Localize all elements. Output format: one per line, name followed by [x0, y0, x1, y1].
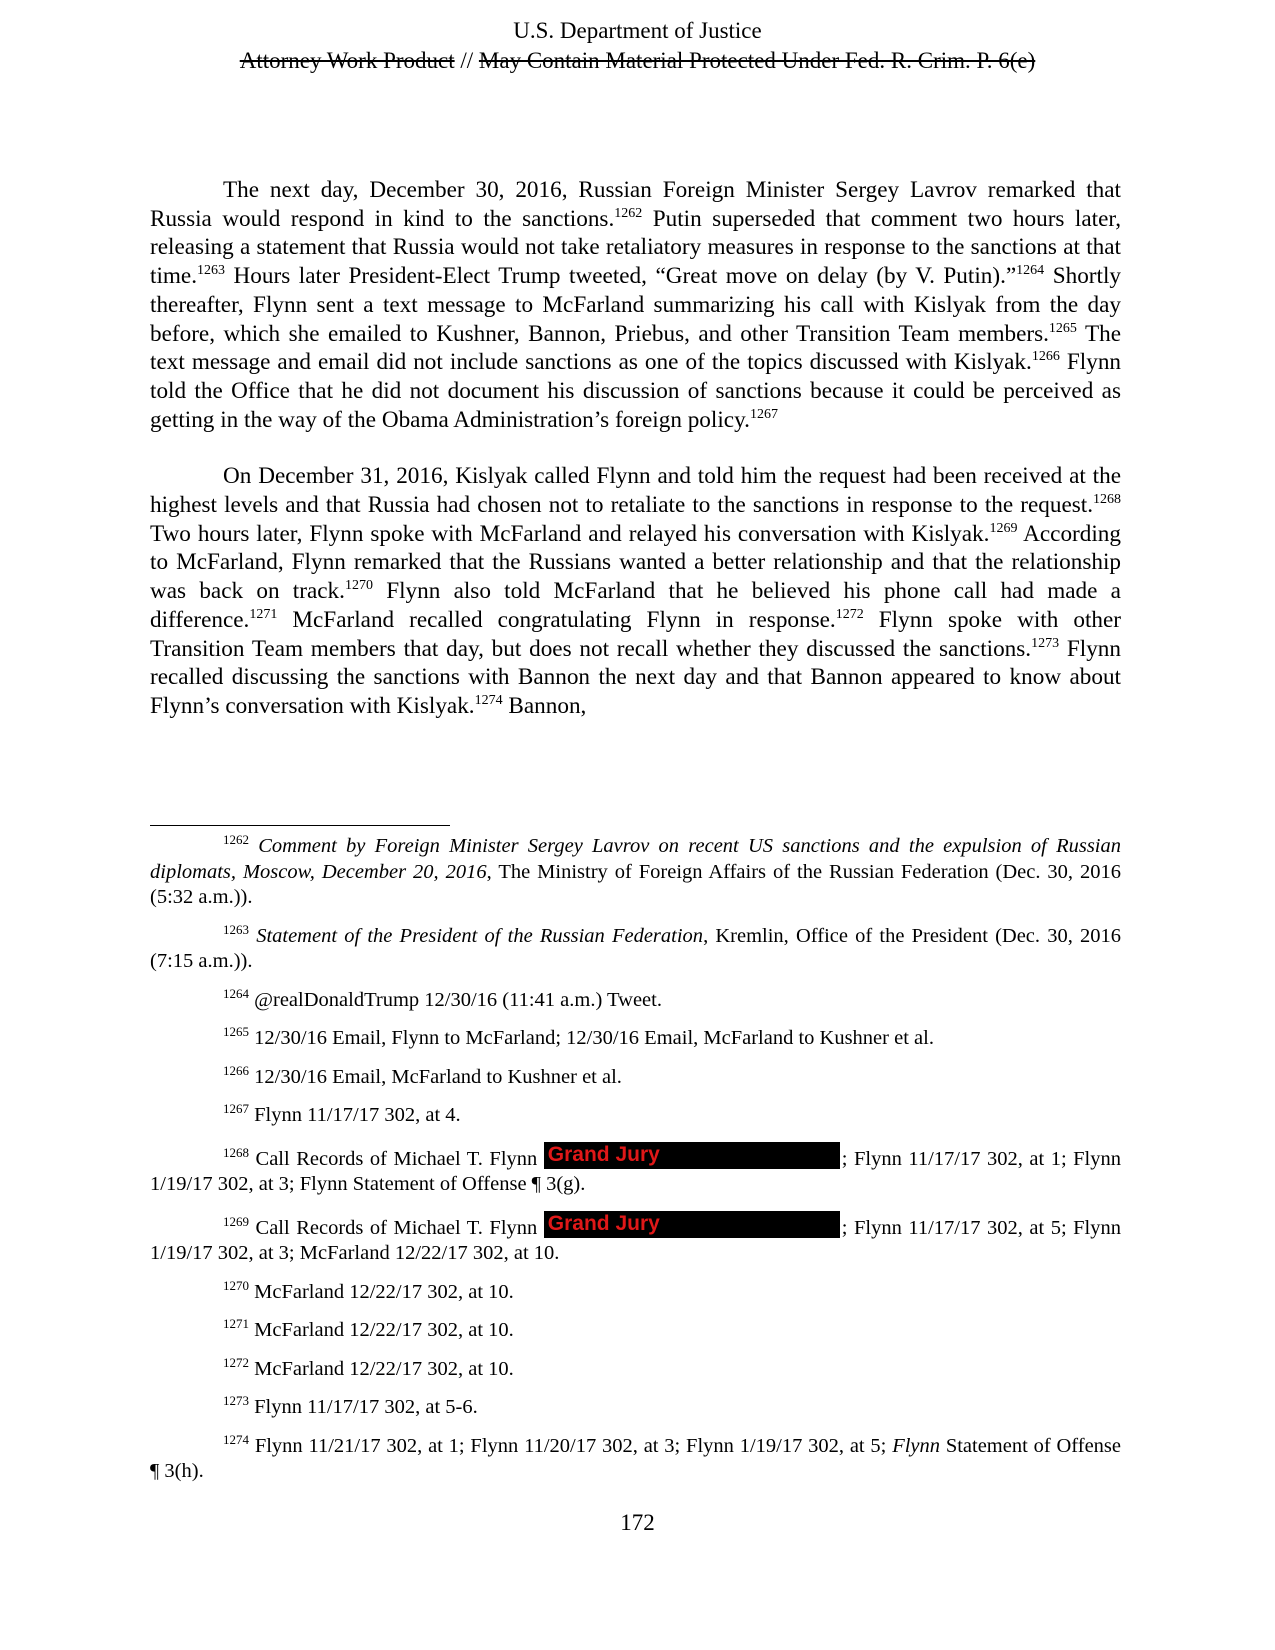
footnote-text: Call Records of Michael T. Flynn — [255, 1216, 544, 1239]
footnote-ref[interactable]: 1269 — [989, 520, 1018, 536]
footnote-ref[interactable]: 1272 — [835, 606, 864, 622]
footnote-ref[interactable]: 1270 — [344, 578, 373, 594]
footnote-ref[interactable]: 1266 — [1031, 349, 1060, 365]
paragraph-1 — [150, 176, 1121, 434]
footnote-text: McFarland 12/22/17 302, at 10. — [254, 1357, 514, 1380]
footnote-title: Statement of the President of the Russian Federation — [256, 924, 704, 947]
footnote-1265 — [150, 1026, 1121, 1052]
footnote-text: Flynn 11/21/17 302, at 1; Flynn 11/20/17 302, at 3; Flynn 1/19/17 302, at 5; — [254, 1434, 893, 1457]
footnote-ref[interactable]: 1263 — [197, 263, 226, 279]
footnote-number: 1268 — [223, 1144, 249, 1160]
footnote-ref[interactable]: 1264 — [1016, 263, 1045, 279]
page-header — [0, 16, 1275, 76]
footnote-text: ; Flynn 11/17/17 302, at 5; Flynn 1/19/17 302, at 3; McFarland 12/22/17 302, at 10. — [150, 1216, 1121, 1264]
sentence: The text message and email did not include sanctions as one of the topics discussed with Kislyak. — [150, 320, 1121, 376]
footnote-number: 1266 — [223, 1062, 249, 1078]
footnote-ref[interactable]: 1268 — [1093, 492, 1121, 508]
footnote-text: ; Flynn 11/17/17 302, at 1; Flynn 1/19/17 302, at 3; Flynn Statement of Offense ¶ 3(g). — [150, 1147, 1121, 1195]
sentence: According to McFarland, Flynn remarked that the Russians wanted a better relationship and that the relationship was back on track. — [150, 520, 1121, 605]
sentence: Bannon, — [502, 692, 587, 719]
footnote-ref[interactable]: 1267 — [749, 406, 778, 422]
agency-name: U.S. Department of Justice — [513, 18, 762, 43]
footnote-text: McFarland 12/22/17 302, at 10. — [254, 1280, 514, 1303]
footnote-title: Comment by Foreign Minister Sergey Lavrov on recent US sanctions and the expulsion of Russian diplomats, Moscow, December 20, 2016 — [150, 835, 1122, 883]
footnote-1273 — [150, 1395, 1121, 1421]
sentence: The next day, December 30, 2016, Russian Foreign Minister Sergey Lavrov remarked that Russia would respond in kind to the sanctions. — [150, 177, 1121, 232]
footnote-number: 1272 — [223, 1354, 249, 1370]
sentence: Flynn told the Office that he did not document his discussion of sanctions because it could be perceived as getting in the way of the Obama Administration’s foreign policy. — [150, 349, 1122, 433]
footnote-text: Flynn 11/17/17 302, at 5-6. — [254, 1396, 478, 1418]
footnote-number: 1273 — [223, 1393, 249, 1408]
footnote-ref[interactable]: 1274 — [474, 692, 503, 708]
footnote-1274 — [150, 1431, 1122, 1485]
sentence: Flynn also told McFarland that he believed his phone call had made a difference. — [150, 578, 1121, 633]
footnote-number: 1262 — [223, 832, 249, 847]
sentence: Shortly thereafter, Flynn sent a text message to McFarland summarizing his call with Kislyak from the day before, which she emailed to Kushner, Bannon, Priebus, and other Transition Team members. — [150, 263, 1121, 347]
footnote-number: 1270 — [223, 1277, 249, 1293]
sentence: Hours later President-Elect Trump tweeted, “Great move on delay (by V. Putin).” — [225, 263, 1017, 290]
footnote-number: 1271 — [223, 1316, 249, 1331]
marking-separator: // — [454, 48, 479, 73]
footnote-number: 1263 — [223, 921, 249, 937]
footnote-italic: Flynn — [892, 1434, 941, 1457]
footnote-1269 — [150, 1211, 1121, 1267]
sentence: McFarland recalled congratulating Flynn in response. — [277, 606, 836, 633]
body-text — [150, 176, 1121, 749]
footnote-1266 — [150, 1062, 1121, 1091]
footnote-1268 — [150, 1142, 1121, 1198]
marking-rule-6e: May Contain Material Protected Under Fed. R. Crim. P. 6(e) — [478, 48, 1036, 73]
footnote-text: Statement of Offense ¶ 3(h). — [150, 1434, 1122, 1482]
footnote-1272 — [150, 1354, 1121, 1383]
protective-marking — [0, 46, 1275, 76]
footnote-number: 1274 — [223, 1431, 249, 1447]
footnotes — [150, 834, 1121, 1498]
footnote-1262 — [150, 834, 1121, 911]
footnote-text: , Kremlin, Office of the President (Dec. 30, 2016 (7:15 a.m.)). — [150, 924, 1122, 972]
footnote-number: 1264 — [223, 985, 249, 1001]
footnote-text: Flynn 11/17/17 302, at 4. — [254, 1104, 461, 1126]
sentence: On December 31, 2016, Kislyak called Flynn and told him the request had been received at the highest levels and that Russia had chosen not to retaliate to the sanctions in response to the request. — [150, 463, 1121, 519]
sentence: Flynn recalled discussing the sanctions with Bannon the next day and that Bannon appeared to know about Flynn’s conversation with Kislyak. — [150, 635, 1121, 719]
footnote-number: 1267 — [223, 1101, 249, 1116]
footnote-ref[interactable]: 1262 — [614, 205, 643, 221]
paragraph-2 — [150, 462, 1121, 720]
footnote-1271 — [150, 1318, 1121, 1344]
footnote-number: 1269 — [223, 1213, 249, 1229]
footnote-1263 — [150, 921, 1122, 975]
page-number: 172 — [620, 1510, 655, 1535]
footnote-number: 1265 — [223, 1024, 249, 1039]
footnote-1267 — [150, 1103, 1121, 1129]
sentence: Flynn spoke with other Transition Team members that day, but does not recall whether they discussed the sanctions. — [150, 606, 1121, 662]
footnote-text: , The Ministry of Foreign Affairs of the Russian Federation (Dec. 30, 2016 (5:32 a.m.)). — [150, 860, 1122, 908]
footnote-text: McFarland 12/22/17 302, at 10. — [254, 1319, 514, 1341]
footnote-ref[interactable]: 1271 — [249, 606, 278, 622]
sentence: Putin superseded that comment two hours later, releasing a statement that Russia would not take retaliatory measures in response to the sanctions at that time. — [150, 205, 1121, 290]
footnote-text: @realDonaldTrump 12/30/16 (11:41 a.m.) Tweet. — [254, 988, 662, 1011]
footnote-divider — [150, 825, 450, 826]
marking-work-product: Attorney Work Product — [239, 48, 455, 73]
footnote-text: 12/30/16 Email, Flynn to McFarland; 12/30/16 Email, McFarland to Kushner et al. — [254, 1027, 934, 1049]
footnote-1264 — [150, 985, 1121, 1014]
footnote-ref[interactable]: 1273 — [1031, 635, 1060, 651]
footnote-text: Call Records of Michael T. Flynn — [255, 1147, 544, 1170]
footnote-text: 12/30/16 Email, McFarland to Kushner et al. — [254, 1065, 622, 1088]
redaction-box: Grand Jury — [544, 1142, 840, 1169]
footnote-1270 — [150, 1277, 1121, 1306]
sentence: Two hours later, Flynn spoke with McFarland and relayed his conversation with Kislyak. — [150, 520, 990, 547]
redaction-box: Grand Jury — [544, 1211, 840, 1238]
footnote-ref[interactable]: 1265 — [1048, 320, 1077, 336]
